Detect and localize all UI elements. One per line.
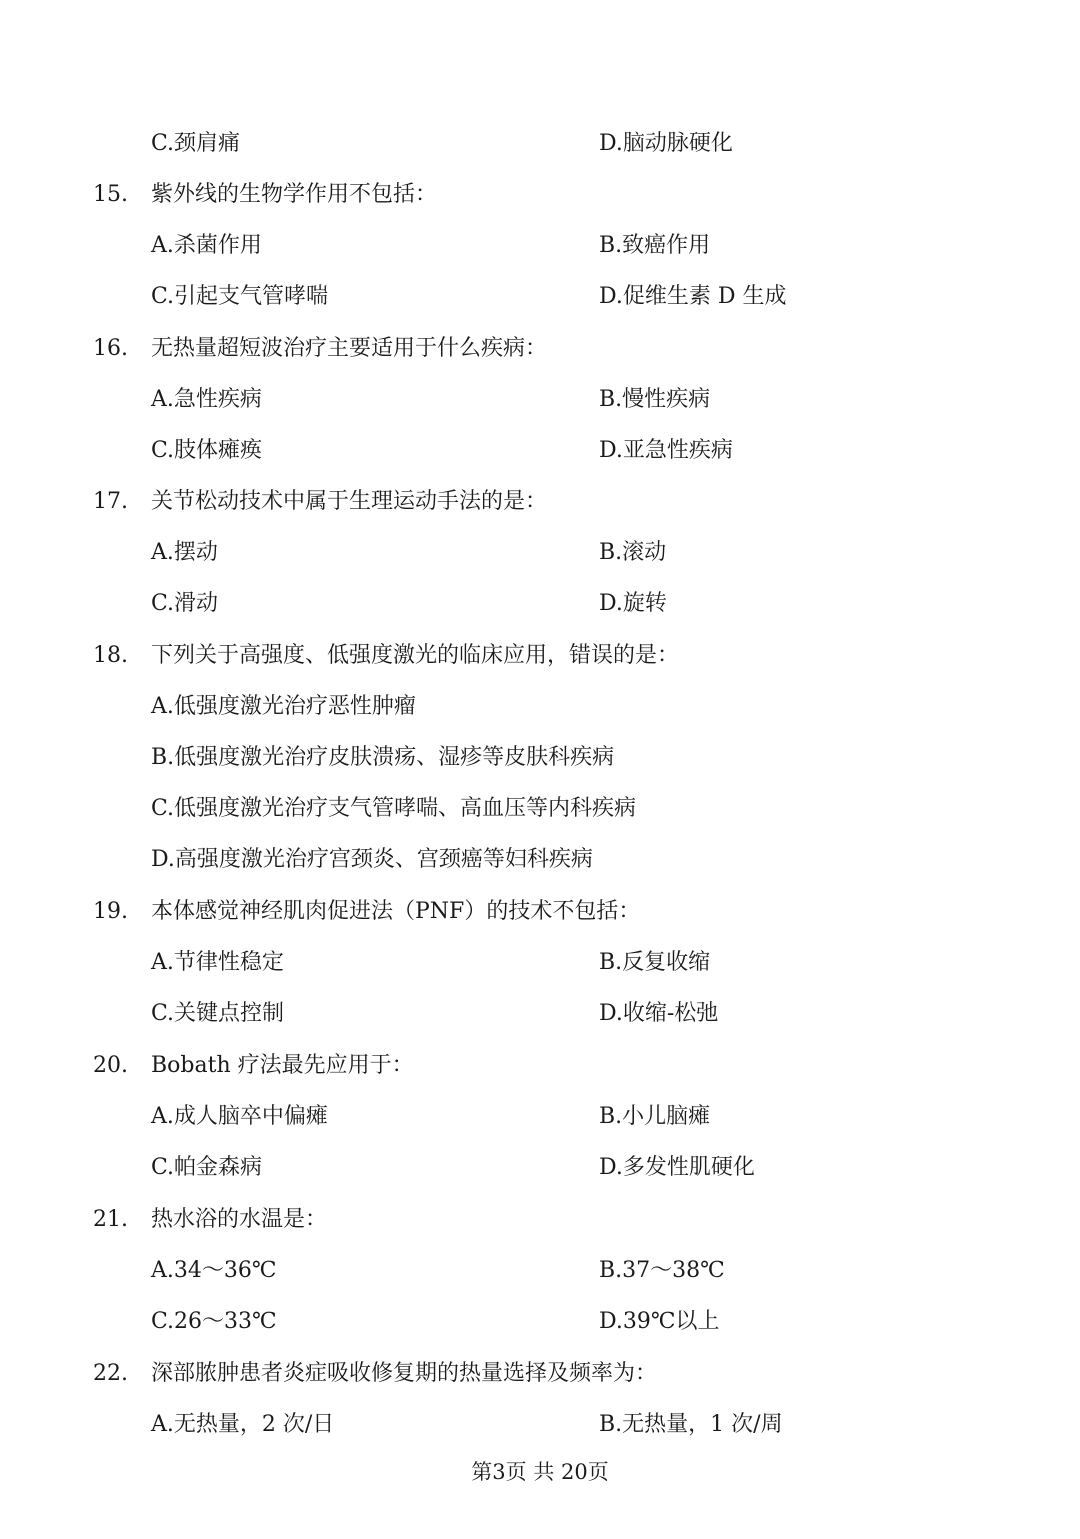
- option-b: B.慢性疾病: [599, 387, 711, 412]
- option-d: D.多发性肌硬化: [599, 1155, 755, 1180]
- question-number: 16.: [93, 336, 128, 361]
- question-stem: Bobath 疗法最先应用于：: [151, 1053, 414, 1078]
- question-stem: 下列关于高强度、低强度激光的临床应用，错误的是：: [151, 643, 680, 668]
- option-c: C.26～33℃: [151, 1309, 277, 1334]
- option-a: A.杀菌作用: [151, 233, 262, 258]
- question-number: 22.: [93, 1361, 128, 1386]
- option-a: A.无热量，2 次/日: [151, 1412, 335, 1437]
- option-b: B.小儿脑瘫: [599, 1104, 711, 1129]
- option-a: A.成人脑卒中偏瘫: [151, 1104, 328, 1129]
- question-stem: 热水浴的水温是：: [151, 1207, 328, 1232]
- option-d: D.39℃以上: [599, 1309, 720, 1334]
- question-stem: 本体感觉神经肌肉促进法（PNF）的技术不包括：: [151, 899, 641, 924]
- question-number: 17.: [93, 489, 128, 514]
- option-c: C.肢体瘫痪: [151, 438, 263, 463]
- option-b: B.反复收缩: [599, 950, 711, 975]
- option-d: D.高强度激光治疗宫颈炎、宫颈癌等妇科疾病: [151, 847, 593, 872]
- question-stem: 紫外线的生物学作用不包括：: [151, 182, 438, 207]
- option-d: D.脑动脉硬化: [599, 131, 733, 156]
- question-number: 20.: [93, 1053, 128, 1078]
- option-d: D.促维生素 D 生成: [599, 284, 787, 309]
- option-b: B.无热量，1 次/周: [599, 1412, 783, 1437]
- option-d: D.旋转: [599, 591, 667, 616]
- option-c: C.引起支气管哮喘: [151, 284, 329, 309]
- question-number: 18.: [93, 643, 128, 668]
- option-b: B.致癌作用: [599, 233, 711, 258]
- option-b: B.低强度激光治疗皮肤溃疡、湿疹等皮肤科疾病: [151, 745, 615, 770]
- question-number: 15.: [93, 182, 128, 207]
- option-a: A.摆动: [151, 540, 218, 565]
- option-b: B.滚动: [599, 540, 667, 565]
- question-stem: 关节松动技术中属于生理运动手法的是：: [151, 489, 548, 514]
- question-stem: 无热量超短波治疗主要适用于什么疾病：: [151, 336, 548, 361]
- option-a: A.34～36℃: [151, 1258, 277, 1283]
- question-number: 19.: [93, 899, 128, 924]
- option-b: B.37～38℃: [599, 1258, 725, 1283]
- option-c: C.低强度激光治疗支气管哮喘、高血压等内科疾病: [151, 796, 637, 821]
- question-stem: 深部脓肿患者炎症吸收修复期的热量选择及频率为：: [151, 1361, 658, 1386]
- option-c: C.关键点控制: [151, 1001, 285, 1026]
- option-c: C.滑动: [151, 591, 219, 616]
- option-a: A.节律性稳定: [151, 950, 284, 975]
- option-c: C.帕金森病: [151, 1155, 263, 1180]
- option-a: A.急性疾病: [151, 387, 262, 412]
- question-number: 21.: [93, 1207, 128, 1232]
- option-d: D.亚急性疾病: [599, 438, 733, 463]
- option-a: A.低强度激光治疗恶性肿瘤: [151, 694, 416, 719]
- page-footer: 第3页 共 20页: [471, 1460, 609, 1484]
- option-d: D.收缩-松弛: [599, 1001, 719, 1026]
- option-c: C.颈肩痛: [151, 131, 241, 156]
